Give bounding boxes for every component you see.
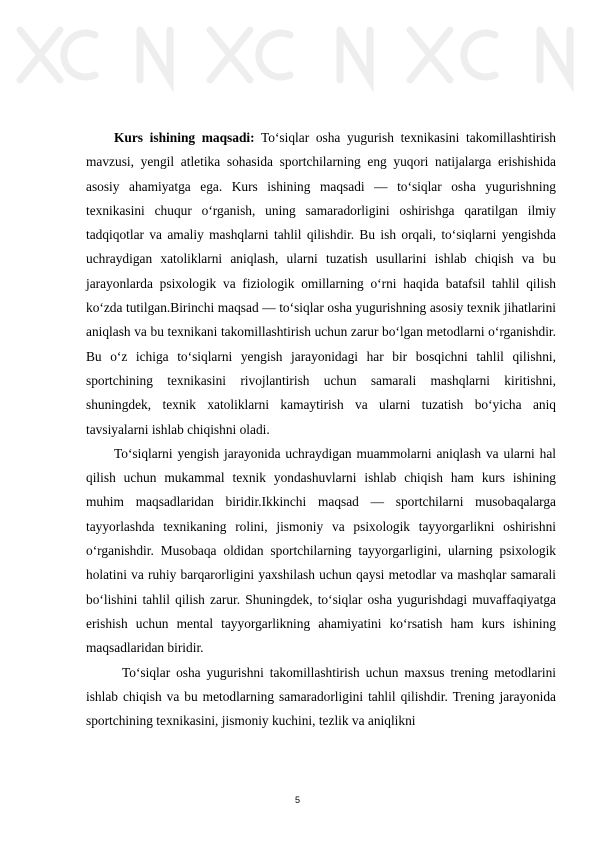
document-body (86, 126, 556, 733)
paragraph-2 (86, 442, 556, 661)
paragraph-3 (86, 661, 556, 734)
page-number: 5 (294, 795, 300, 805)
paragraph-1 (86, 126, 556, 442)
paragraph-text: To‘siqlarni yengish jarayonida uchraydigan muammolarni aniqlash va ularni hal qilish uchun mukammal texnik yondashuvlarni ishlab chiqish ham kurs ishining muhim maqsadlaridan biridir.Ikkinchi maqsad — sportchilarni musobaqalarga tayyorlashda texnikaning rolini, jismoniy va psixologik tayyorgarlikni oshirishni o‘rganishdir. Musobaqa oldidan sportchilarning tayyorgarligini, ularning psixologik holatini va ruhiy barqarorligini yaxshilash uchun qaysi metodlar va mashqlar samarali bo‘lishini tahlil qilish zarur. Shuningdek, to‘siqlar osha yugurishdagi muvaffaqiyatga erishish uchun mental tayyorgarlikning ahamiyatini ko‘rsatish ham kurs ishining maqsadlaridan biridir. (86, 445, 556, 656)
paragraph-text: To‘siqlar osha yugurish texnikasini takomillashtirish mavzusi, yengil atletika sohasida sportchilarning eng yuqori natijalarga erishishida asosiy ahamiyatga ega. Kurs ishining maqsadi — to‘siqlar osha yugurishning texnikasini chuqur o‘rganish, uning samaradorligini oshirishga qaratilgan ilmiy tadqiqotlar va amaliy mashqlarni tahlil qilishdir. Bu ish orqali, to‘siqlarni yengishda uchraydigan xatoliklarni aniqlash, ularni tuzatish usullarini ishlab chiqish va bu jarayonlarda psixologik va fiziologik omillarning o‘rni haqida batafsil tahlil qilish ko‘zda tutilgan.Birinchi maqsad — to‘siqlar osha yugurishning asosiy texnik jihatlarini aniqlash va bu texnikani takomillashtirish uchun zarur bo‘lgan metodlarni o‘rganishdir. Bu o‘z ichiga to‘siqlarni yengish jarayonidagi har bir bosqichni tahlil qilishni, sportchining texnikasini rivojlantirish uchun samarali mashqlarni kiritishni, shuningdek, texnik xatoliklarni kamaytirish va ularni tuzatish bo‘yicha aniq tavsiyalarni ishlab chiqishni oladi. (86, 130, 556, 437)
paragraph-text: To‘siqlar osha yugurishni takomillashtirish uchun maxsus trening metodlarini ishlab chiqish va bu metodlarning samaradorligini tahlil qilishdir. Trening jarayonida sportchining texnikasini, jismoniy kuchini, tezlik va aniqlikni (86, 664, 556, 729)
paragraph-lead: Kurs ishining maqsadi: (114, 130, 255, 145)
watermark-pattern (0, 0, 595, 110)
